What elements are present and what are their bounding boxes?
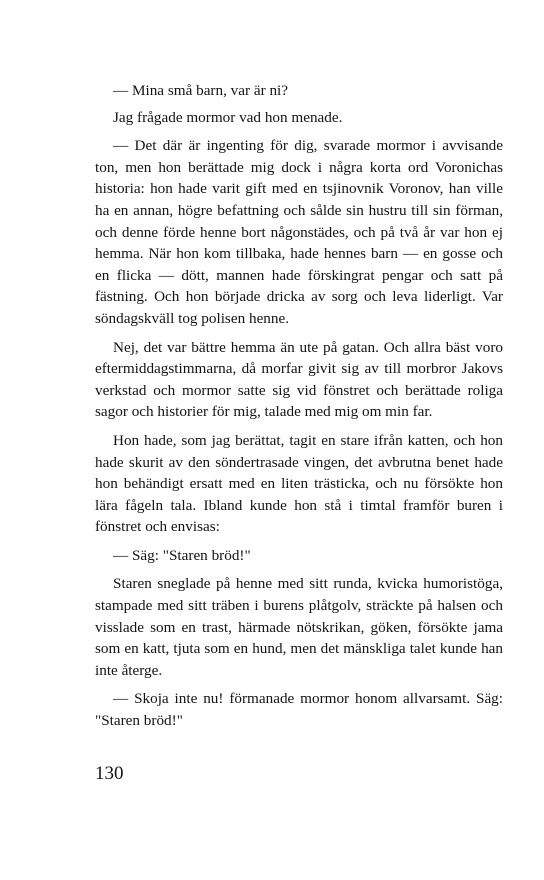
paragraph: Staren sneglade på henne med sitt runda, kvicka humoristöga, stampade med sitt träben i burens plåtgolv, sträckte på halsen och visslade som en trast, härmade nötskrikan, göken, försökte jama som en katt, tjuta som en hund, men det mänskliga talet kunde han inte återge. — [95, 575, 503, 679]
page-number: 130 — [95, 763, 124, 784]
paragraph: Nej, det var bättre hemma än ute på gatan. Och allra bäst voro eftermiddagstimmarna, då morfar givit sig av till morbror Jakovs verkstad och mormor satte sig vid fönstret och berättade roliga sagor och historier för mig, talade med mig om min far. — [95, 338, 503, 421]
paragraph: — Skoja inte nu! förmanade mormor honom allvarsamt. Säg: "Staren bröd!" — [95, 690, 503, 730]
book-page — [95, 80, 503, 739]
paragraph: Jag frågade mormor vad hon menade. — [113, 108, 343, 126]
paragraph: — Mina små barn, var är ni? — [113, 82, 289, 99]
paragraph: — Säg: "Staren bröd!" — [113, 546, 251, 564]
paragraph: — Det där är ingenting för dig, svarade mormor i avvisande ton, men hon berättade mig dock i några korta ord Voronichas historia: hon hade varit gift med en tsjinovnik Voronov, han ville ha en annan, högre befattning och sålde sin hustru till sin förman, och denne förde henne bort någonstädes, och på två år var hon ej hemma. När hon kom tillbaka, hade hennes barn — en gosse och en flicka — dött, mannen hade förskingrat pengar och satt på fästning. Och hon började dricka av sorg och leva liderligt. Var söndagskväll tog polisen henne. — [95, 137, 503, 327]
paragraph: Hon hade, som jag berättat, tagit en stare ifrån katten, och hon hade skurit av den söndertrasade vingen, det avbrutna benet hade hon behändigt ersatt med en liten trästicka, och nu försökte hon lära fågeln tala. Ibland kunde hon stå i timtal framför buren i fönstret och envisas: — [95, 431, 503, 536]
